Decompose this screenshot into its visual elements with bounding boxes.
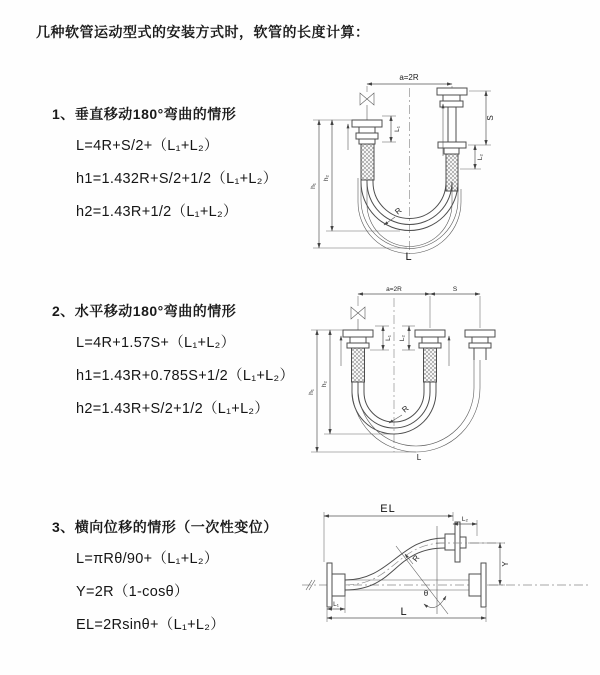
left-pipe-fitting	[352, 120, 382, 180]
right-pipe-fitting	[437, 88, 467, 191]
displaced-flange	[445, 522, 466, 562]
length-label: L	[416, 453, 422, 462]
diagram-vertical-180-bend	[303, 66, 588, 262]
formula-line: h2=1.43R+S/2+1/2（L₁+L₂）	[76, 401, 270, 417]
section-1-heading: 1、垂直移动180°弯曲的情形	[52, 106, 237, 122]
radius-label: R	[393, 205, 404, 217]
dim-h1-label: h₁	[308, 389, 315, 395]
theta-label: θ	[423, 589, 429, 598]
section-2-heading: 2、水平移动180°弯曲的情形	[52, 303, 237, 319]
formula-line: L=4R+1.57S+（L₁+L₂）	[76, 335, 236, 351]
dim-h2-label: h₂	[323, 174, 330, 182]
section-1-formulas	[76, 134, 278, 221]
length-label: L	[405, 251, 413, 262]
right-pipe-fitting	[465, 330, 495, 360]
dim-l2-label: L₂	[477, 153, 484, 161]
formula-line: Y=2R（1-cosθ）	[76, 584, 189, 600]
left-pipe-fitting	[343, 330, 373, 382]
hose-curves	[352, 360, 480, 452]
formula-line: L=4R+S/2+（L₁+L₂）	[76, 138, 219, 154]
braided-hose-section	[352, 348, 365, 382]
radius-label: R	[410, 553, 422, 564]
valve-icon	[360, 93, 374, 120]
section-2-formulas	[76, 331, 294, 418]
formula-line: L=πRθ/90+（L₁+L₂）	[76, 551, 219, 567]
dim-a2r-label: a=2R	[386, 286, 402, 293]
dim-el-label: EL	[380, 503, 396, 515]
section-3	[52, 517, 278, 634]
formula-line: h1=1.432R+S/2+1/2（L₁+L₂）	[76, 171, 278, 187]
dim-l1-label: L₁	[333, 601, 339, 608]
dim-l2-label: L₂	[461, 516, 469, 523]
hose-s-curve	[345, 538, 445, 590]
dim-y-label: Y	[501, 561, 510, 567]
dim-l2-label: L₂	[399, 334, 406, 342]
dim-l1-label: L₁	[394, 126, 401, 132]
dim-l-label: L	[400, 606, 408, 618]
braided-hose-section	[361, 144, 374, 180]
dim-s-label: S	[452, 286, 458, 293]
dim-s-label: S	[486, 115, 495, 121]
braided-hose-section	[424, 348, 437, 382]
dim-a2r-label: a=2R	[399, 73, 419, 82]
page-title: 几种软管运动型式的安装方式时，软管的长度计算：	[36, 24, 370, 40]
middle-pipe-fitting	[415, 330, 445, 382]
dim-l1-label: L₁	[385, 335, 392, 341]
radius-label: R	[400, 403, 411, 415]
section-2	[52, 301, 294, 418]
formula-line: EL=2Rsinθ+（L₁+L₂）	[76, 617, 226, 633]
dim-h1-label: h₁	[310, 183, 317, 189]
formula-line: h2=1.43R+1/2（L₁+L₂）	[76, 204, 238, 220]
formula-line: h1=1.43R+0.785S+1/2（L₁+L₂）	[76, 368, 295, 384]
section-3-formulas	[76, 547, 278, 634]
valve-icon	[351, 307, 365, 330]
dim-h2-label: h₂	[321, 380, 328, 388]
section-1	[52, 104, 278, 221]
section-3-heading: 3、横向位移的情形（一次性变位）	[52, 519, 278, 535]
diagram-horizontal-180-bend	[303, 280, 600, 462]
diagram-lateral-displacement	[296, 496, 600, 648]
